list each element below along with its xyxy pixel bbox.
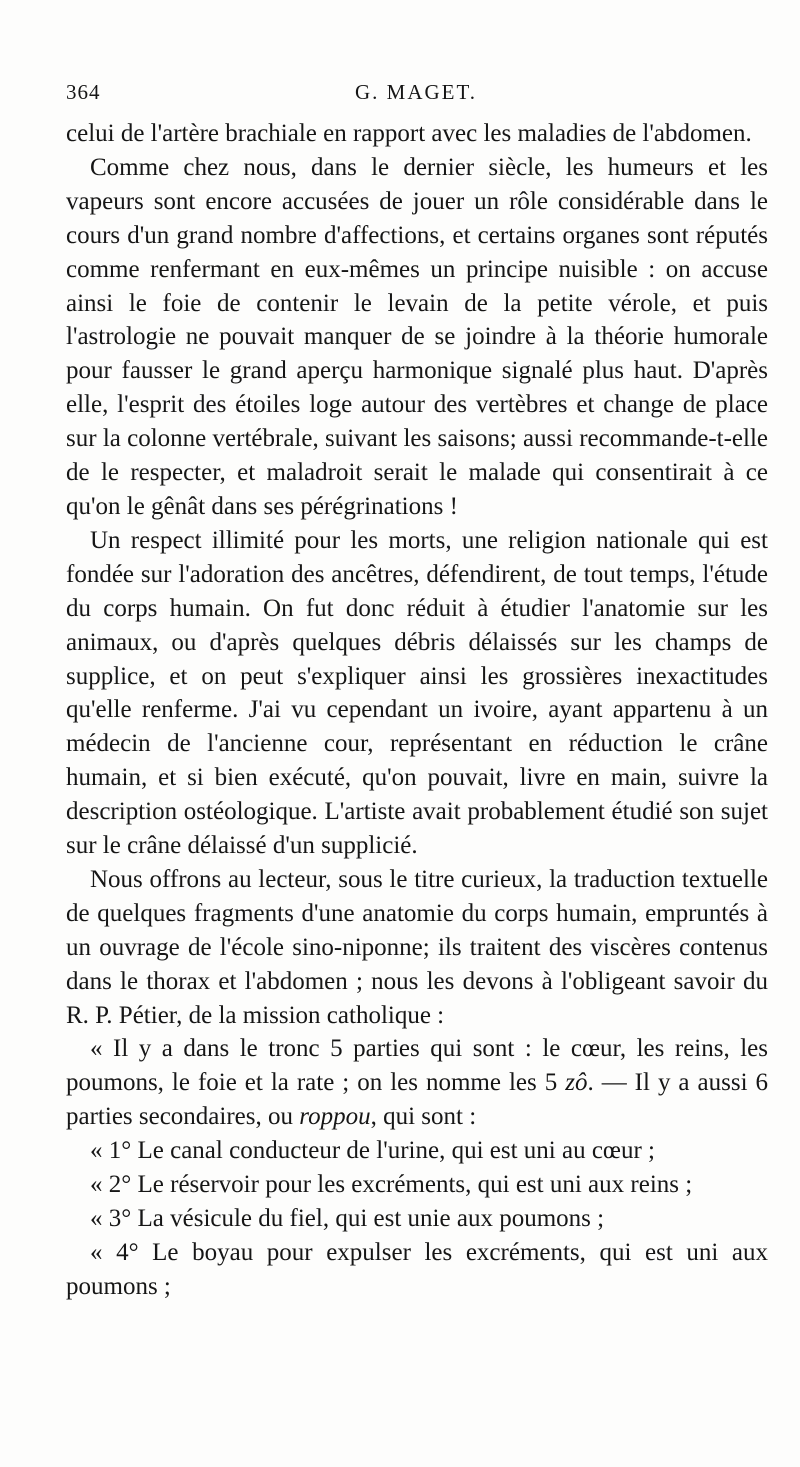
running-head [66, 80, 766, 110]
paragraph: Comme chez nous, dans le dernier siècle, les humeurs et les vapeurs sont encore accusées de jouer un rôle considérable dans le cours d'un grand nombre d'affections, et certains organes sont réputés comme renfermant en eux-mêmes un principe nuisible : on accuse ainsi le foie de contenir le levain de la petite vérole, et puis l'astrologie ne pouvait manquer de se joindre à la théorie humorale pour fausser le grand aperçu harmonique signalé plus haut. D'après elle, l'esprit des étoiles loge autour des vertèbres et change de place sur la colonne vertébrale, suivant les saisons; aussi recommande-t-elle de le respecter, et maladroit serait le malade qui consentirait à ce qu'on le gênât dans ses pérégrinations ! [66, 153, 768, 520]
list-item: « 2° Le réservoir pour les excréments, qui est uni aux reins ; [90, 1171, 693, 1199]
term-zo: zô [565, 1069, 588, 1097]
list-item: « 4° Le boyau pour expulser les excréments, qui est uni aux poumons ; [66, 1238, 768, 1300]
quote-text: « Il y a dans le tronc 5 parties qui sont : le cœur, les reins, les poumons, le foie et la rate ; on les nomme les 5 [66, 1035, 768, 1097]
quote-text: . — Il y a aussi 6 parties secondaires, ou [66, 1069, 768, 1131]
list-item: « 1° Le canal conducteur de l'urine, qui est uni au cœur ; [90, 1137, 656, 1165]
paragraph: celui de l'artère brachiale en rapport avec les maladies de l'abdomen. [66, 120, 752, 147]
quote-text: , qui sont : [370, 1103, 477, 1131]
quote-paragraph [66, 1032, 768, 1134]
body-text [66, 117, 768, 1304]
running-head-author: G. MAGET. [354, 80, 477, 104]
list-item: « 3° La vésicule du fiel, qui est unie aux poumons ; [90, 1205, 605, 1232]
paragraph: Nous offrons au lecteur, sous le titre curieux, la traduction textuelle de quelques fragments d'une anatomie du corps humain, empruntés à un ouvrage de l'école sino-niponne; ils traitent des viscères contenus dans le thorax et l'abdomen ; nous les devons à l'obligeant savoir du R. P. Pétier, de la mission catholique : [66, 865, 768, 1029]
paragraph: Un respect illimité pour les morts, une religion nationale qui est fondée sur l'adoration des ancêtres, défendirent, de tout temps, l'étude du corps humain. On fut donc réduit à étudier l'anatomie sur les animaux, ou d'après quelques débris délaissés sur les champs de supplice, et on peut s'expliquer ainsi les grossières inexactitudes qu'elle renferme. J'ai vu cependant un ivoire, ayant appartenu à un médecin de l'ancienne cour, représentant en réduction le crâne humain, et si bien exécuté, qu'on pouvait, livre en main, suivre la description ostéologique. L'artiste avait probablement étudié son sujet sur le crâne délaissé d'un supplicié. [66, 526, 768, 860]
page-number: 364 [66, 80, 101, 104]
term-roppou: roppou [299, 1103, 371, 1131]
